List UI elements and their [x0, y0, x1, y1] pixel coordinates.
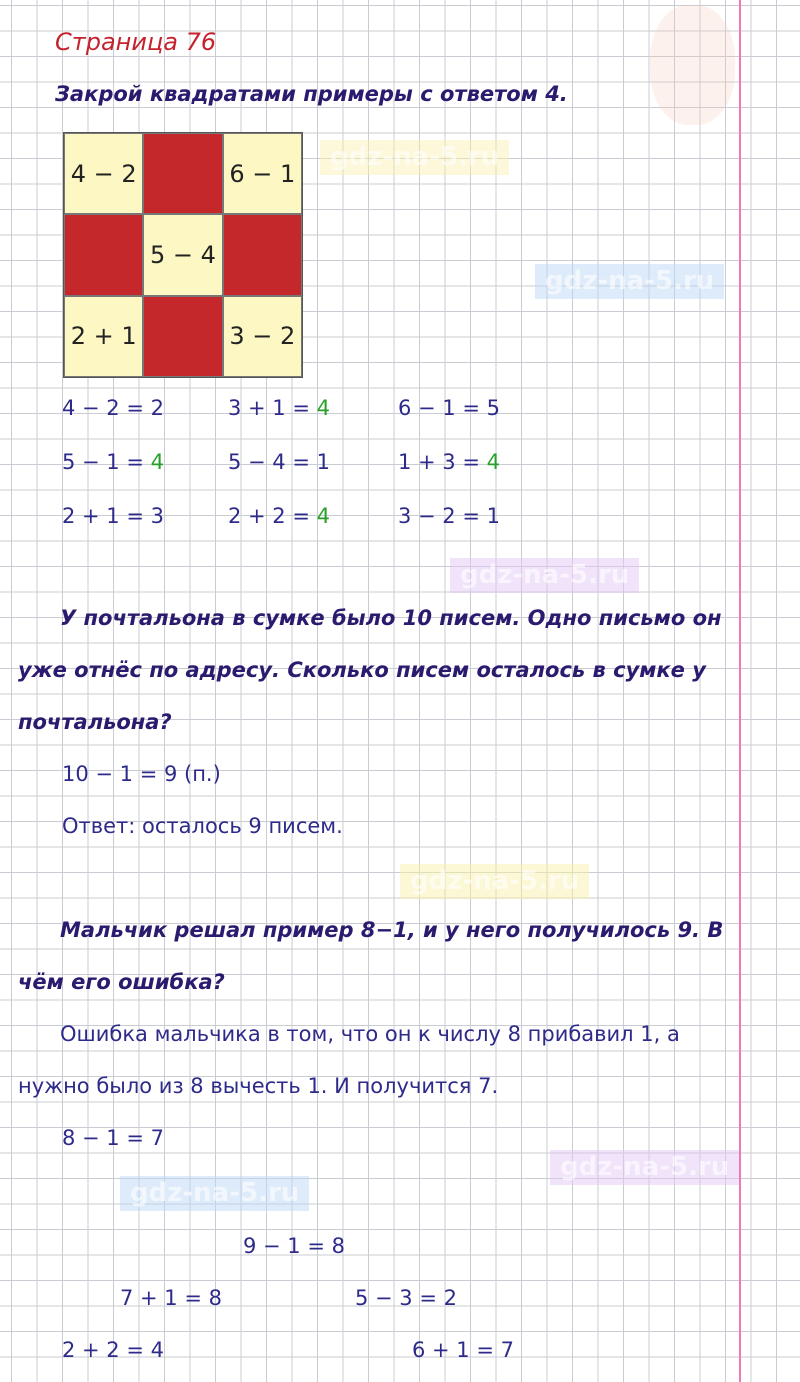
- equation: 9 − 1 = 8: [243, 1234, 345, 1258]
- equation: [228, 396, 330, 421]
- equation-answer: 5: [486, 396, 500, 420]
- equation-expression: 1 + 3 =: [398, 450, 487, 474]
- margin-line: [739, 0, 741, 1382]
- equation: [398, 396, 500, 421]
- grid-cell-covered: [143, 133, 222, 214]
- page-title: Страница 76: [55, 28, 217, 56]
- equation-expression: 5 − 1 =: [62, 450, 151, 474]
- equation-answer: 3: [150, 504, 164, 528]
- task3-line: чём его ошибка?: [18, 970, 225, 994]
- equation: 2 + 2 = 4: [62, 1338, 164, 1362]
- equation-answer: 1: [316, 450, 330, 474]
- grid-cell-covered: [64, 214, 143, 295]
- equation: [62, 450, 164, 475]
- task3-explanation: Ошибка мальчика в том, что он к числу 8 прибавил 1, а: [60, 1022, 680, 1046]
- task2-line: почтальона?: [18, 710, 172, 734]
- equation: [228, 504, 330, 529]
- grid-cell-covered: [223, 214, 302, 295]
- task3-solution: 8 − 1 = 7: [62, 1126, 164, 1150]
- grid-cell: 4 − 2: [64, 133, 143, 214]
- equation-expression: 6 − 1 =: [398, 396, 487, 420]
- task3-explanation: нужно было из 8 вычесть 1. И получится 7.: [18, 1074, 499, 1098]
- task1-title: Закрой квадратами примеры с ответом 4.: [55, 82, 568, 106]
- equation-expression: 3 − 2 =: [398, 504, 487, 528]
- equation: [62, 504, 164, 529]
- equation-expression: 3 + 1 =: [228, 396, 317, 420]
- task3-line: Мальчик решал пример 8−1, и у него получилось 9. В: [60, 918, 724, 942]
- equation-expression: 2 + 1 =: [62, 504, 151, 528]
- watermark: gdz-na-5.ru: [400, 864, 589, 899]
- equation-answer: 4: [316, 504, 330, 528]
- watermark: gdz-na-5.ru: [550, 1150, 739, 1185]
- equation: 5 − 3 = 2: [355, 1286, 457, 1310]
- equation: [398, 450, 500, 475]
- equation-answer: 4: [486, 450, 500, 474]
- watermark: gdz-na-5.ru: [450, 558, 639, 593]
- watermark: gdz-na-5.ru: [120, 1176, 309, 1211]
- equation-expression: 4 − 2 =: [62, 396, 151, 420]
- watermark: gdz-na-5.ru: [320, 140, 509, 175]
- task2-answer: Ответ: осталось 9 писем.: [62, 814, 343, 838]
- task2-line: уже отнёс по адресу. Сколько писем осталось в сумке у: [18, 658, 706, 682]
- grid-cell: 5 − 4: [143, 214, 222, 295]
- equation-expression: 5 − 4 =: [228, 450, 317, 474]
- watermark: gdz-na-5.ru: [535, 264, 724, 299]
- equation-expression: 2 + 2 =: [228, 504, 317, 528]
- equation: 6 + 1 = 7: [412, 1338, 514, 1362]
- equation: 7 + 1 = 8: [120, 1286, 222, 1310]
- grid-cell-covered: [143, 296, 222, 377]
- equation: [398, 504, 500, 529]
- equation-answer: 4: [150, 450, 164, 474]
- grid-cell: 2 + 1: [64, 296, 143, 377]
- equation: [228, 450, 330, 475]
- equation-answer: 2: [150, 396, 164, 420]
- task2-line: У почтальона в сумке было 10 писем. Одно письмо он: [60, 606, 722, 630]
- equation-answer: 1: [486, 504, 500, 528]
- equation-answer: 4: [316, 396, 330, 420]
- bunny-logo-icon: [650, 5, 735, 125]
- grid-cell: 6 − 1: [223, 133, 302, 214]
- grid-cell: 3 − 2: [223, 296, 302, 377]
- equation: [62, 396, 164, 421]
- squares-grid: [63, 132, 303, 378]
- task2-solution: 10 − 1 = 9 (п.): [62, 762, 221, 786]
